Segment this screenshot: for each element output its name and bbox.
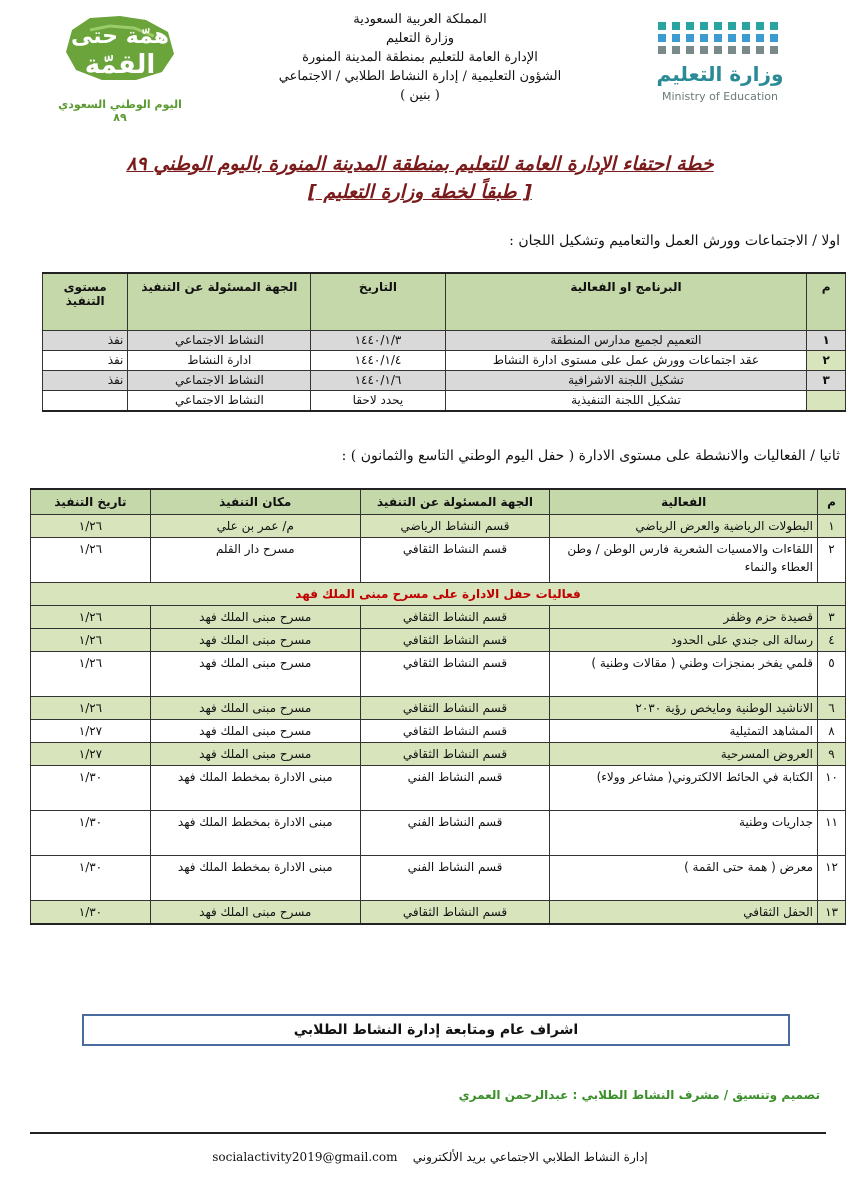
column-header: التاريخ [311,273,445,331]
row-number: ٨ [818,720,846,743]
table-header-row [31,489,846,515]
responsible-cell: النشاط الاجتماعي [128,371,311,391]
date-cell: ١/٣٠ [31,856,151,901]
column-header: مستوى التنفيذ [43,273,128,331]
row-number: ٤ [818,629,846,652]
place-cell: مسرح مبنى الملك فهد [150,652,360,697]
level-cell [43,391,128,412]
title-line1: خطة احتفاء الإدارة العامة للتعليم بمنطقة المدينة المنورة باليوم الوطني ٨٩ [126,153,714,175]
activity-cell: معرض ( همة حتى القمة ) [550,856,818,901]
responsible-cell: قسم النشاط الفني [360,811,550,856]
responsible-cell: النشاط الاجتماعي [128,331,311,351]
responsible-cell: قسم النشاط الثقافي [360,652,550,697]
responsible-cell: قسم النشاط الفني [360,856,550,901]
place-cell: مسرح دار القلم [150,538,360,583]
national-day-logo [50,10,190,124]
table-row [31,766,846,811]
activity-cell: الكتابة في الحائط الالكتروني( مشاعر وولاء) [550,766,818,811]
date-cell: ١/٢٦ [31,629,151,652]
logo-text-line2: القمّة [84,50,156,80]
place-cell: مسرح مبنى الملك فهد [150,743,360,766]
date-cell: ١٤٤٠/١/٤ [311,351,445,371]
column-header: م [818,489,846,515]
row-number: ٩ [818,743,846,766]
activity-cell: المشاهد التمثيلية [550,720,818,743]
table-row [31,811,846,856]
logo-text-line1: همّة حتى [70,24,170,49]
row-number: ١ [818,515,846,538]
date-cell: ١/٢٦ [31,697,151,720]
header-line: الشؤون التعليمية / إدارة النشاط الطلابي / الاجتماعي [278,69,562,84]
date-cell: ١/٣٠ [31,901,151,925]
responsible-cell: ادارة النشاط [128,351,311,371]
responsible-cell: قسم النشاط الثقافي [360,629,550,652]
place-cell: مسرح مبنى الملك فهد [150,901,360,925]
column-header: مكان التنفيذ [150,489,360,515]
place-cell: مسرح مبنى الملك فهد [150,606,360,629]
row-number: ٣ [818,606,846,629]
section1-title: اولا / الاجتماعات وورش العمل والتعاميم وتشكيل اللجان : [509,233,840,249]
row-number: ٢ [807,351,846,371]
place-cell: مبنى الادارة بمخطط الملك فهد [150,811,360,856]
responsible-cell: قسم النشاط الرياضي [360,515,550,538]
footer-label: إدارة النشاط الطلابي الاجتماعي بريد الألكتروني [412,1150,648,1164]
table-row [43,331,846,351]
row-number: ١٢ [818,856,846,901]
design-credit: تصميم وتنسيق / مشرف النشاط الطلابي : عبدالرحمن العمري [458,1088,820,1102]
date-cell: ١/٢٦ [31,515,151,538]
section2-title: ثانيا / الفعاليات والانشطة على مستوى الادارة ( حفل اليوم الوطني التاسع والثمانون ) : [341,448,840,464]
activity-cell: تشكيل اللجنة التنفيذية [445,391,807,412]
activity-cell: قصيدة حزم وظفر [550,606,818,629]
column-header: الجهة المسئولة عن التنفيذ [128,273,311,331]
level-cell: نفذ [43,351,128,371]
header-line: الإدارة العامة للتعليم بمنطقة المدينة المنورة [302,50,538,65]
table-row [31,720,846,743]
responsible-cell: النشاط الاجتماعي [128,391,311,412]
activity-cell: الحفل الثقافي [550,901,818,925]
subsection-header: فعاليات حفل الادارة على مسرح مبنى الملك فهد [31,583,846,606]
column-header: الجهة المسئولة عن التنفيذ [360,489,550,515]
footer-divider [30,1132,826,1134]
ministry-arabic-name: وزارة التعليم [656,62,784,86]
table-row [31,606,846,629]
title-line2: [ طبقاً لخطة وزارة التعليم ] [308,181,532,203]
row-number: ٥ [818,652,846,697]
row-number: ١٣ [818,901,846,925]
row-number: ٢ [818,538,846,583]
activity-cell: اللقاءات والامسيات الشعرية فارس الوطن / وطن العطاء والنماء [550,538,818,583]
table-row [31,652,846,697]
government-header [250,10,590,105]
date-cell: ١/٢٦ [31,652,151,697]
header-line: المملكة العربية السعودية [353,12,487,27]
date-cell: ١/٢٧ [31,720,151,743]
activity-cell: البطولات الرياضية والعرض الرياضي [550,515,818,538]
activity-cell: التعميم لجميع مدارس المنطقة [445,331,807,351]
date-cell: ١/٢٦ [31,538,151,583]
row-number: ١١ [818,811,846,856]
place-cell: مسرح مبنى الملك فهد [150,629,360,652]
table-row [31,515,846,538]
column-header: م [807,273,846,331]
row-number: ٣ [807,371,846,391]
activity-cell: قلمي يفخر بمنجزات وطني ( مقالات وطنية ) [550,652,818,697]
events-table [30,488,846,925]
row-number: ٦ [818,697,846,720]
table-header-row [43,273,846,331]
responsible-cell: قسم النشاط الثقافي [360,538,550,583]
column-header: البرنامج او الفعالية [445,273,807,331]
date-cell: يحدد لاحقا [311,391,445,412]
date-cell: ١/٢٧ [31,743,151,766]
table-row [43,351,846,371]
row-number: ١ [807,331,846,351]
activity-cell: الاناشيد الوطنية ومايخص رؤية ٢٠٣٠ [550,697,818,720]
place-cell: م/ عمر بن علي [150,515,360,538]
table-row [31,538,846,583]
table-row [31,856,846,901]
date-cell: ١/٣٠ [31,811,151,856]
place-cell: مبنى الادارة بمخطط الملك فهد [150,856,360,901]
subsection-header-row [31,583,846,606]
table-row [31,697,846,720]
place-cell: مبنى الادارة بمخطط الملك فهد [150,766,360,811]
level-cell: نفذ [43,371,128,391]
header-line: ( بنين ) [400,88,440,103]
responsible-cell: قسم النشاط الثقافي [360,697,550,720]
responsible-cell: قسم النشاط الثقافي [360,720,550,743]
supervision-box: اشراف عام ومتابعة إدارة النشاط الطلابي [82,1014,790,1046]
responsible-cell: قسم النشاط الفني [360,766,550,811]
responsible-cell: قسم النشاط الثقافي [360,901,550,925]
table-row [43,371,846,391]
table-row [31,629,846,652]
activity-cell: عقد اجتماعات وورش عمل على مستوى ادارة النشاط [445,351,807,371]
header-line: وزارة التعليم [385,31,455,46]
level-cell: نفذ [43,331,128,351]
footer-email[interactable]: socialactivity2019@gmail.com [212,1150,398,1164]
logo-text-line3: اليوم الوطني السعودي ٨٩ [58,98,182,124]
date-cell: ١٤٤٠/١/٦ [311,371,445,391]
table-row [31,743,846,766]
page-title [60,150,780,206]
responsible-cell: قسم النشاط الثقافي [360,743,550,766]
ministry-english-name: Ministry of Education [661,90,778,103]
date-cell: ١٤٤٠/١/٣ [311,331,445,351]
activity-cell: تشكيل اللجنة الاشرافية [445,371,807,391]
place-cell: مسرح مبنى الملك فهد [150,697,360,720]
row-number: ١٠ [818,766,846,811]
place-cell: مسرح مبنى الملك فهد [150,720,360,743]
ministry-of-education-logo [630,18,810,108]
meetings-table [42,272,846,412]
column-header: تاريخ التنفيذ [31,489,151,515]
date-cell: ١/٢٦ [31,606,151,629]
table-row [43,391,846,412]
responsible-cell: قسم النشاط الثقافي [360,606,550,629]
row-number [807,391,846,412]
column-header: الفعالية [550,489,818,515]
table-row [31,901,846,925]
date-cell: ١/٣٠ [31,766,151,811]
activity-cell: جداريات وطنية [550,811,818,856]
footer-contact [210,1150,650,1164]
activity-cell: العروض المسرحية [550,743,818,766]
activity-cell: رسالة الى جندي على الحدود [550,629,818,652]
